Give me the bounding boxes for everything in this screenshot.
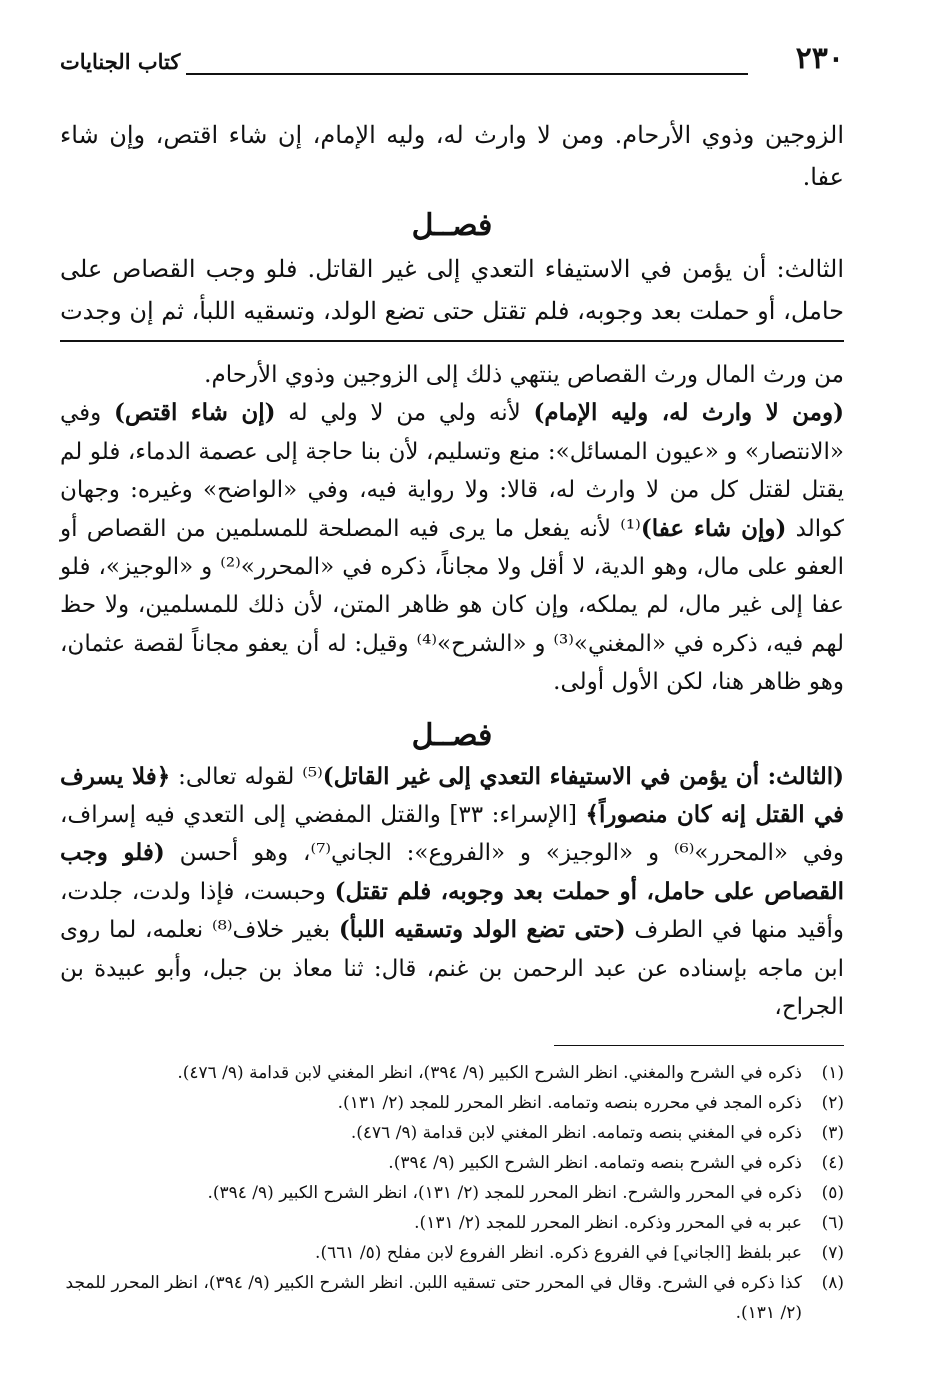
footnote-number: (٤) xyxy=(821,1152,844,1173)
footnote-text: ذكره في الشرح والمغني. انظر الشرح الكبير (٩/ ٣٩٤)، انظر المغني لابن قدامة (٩/ ٤٧٦). xyxy=(177,1062,802,1083)
main-section-heading: فصــل xyxy=(411,208,493,243)
footnote xyxy=(60,1148,844,1178)
footnote-text: كذا ذكره في الشرح. وقال في المحرر حتى تسقيه اللبن. انظر الشرح الكبير (٩/ ٣٩٤)، انظر المحرر للمجد (٢/ ١٣١). xyxy=(65,1272,802,1323)
commentary-segment: لأنه ولي من لا ولي له xyxy=(275,400,534,427)
bold-quote-segment: (فلو وجب القصاص على حامل، أو حملت بعد وجوبه، فلم تقتل) xyxy=(60,839,844,905)
footnote xyxy=(60,1268,844,1328)
footnote-number: (٨) xyxy=(821,1272,844,1293)
footnote-number: (٥) xyxy=(821,1182,844,1203)
footnote-separator xyxy=(554,1045,844,1046)
bold-quote-segment: (ومن لا وارث له، وليه الإمام) xyxy=(533,399,844,427)
bold-quote-segment: ﴿فلا يسرف في القتل إنه كان منصوراً﴾ xyxy=(60,762,844,829)
header-rule xyxy=(186,73,748,75)
bold-quote-segment: (حتى تضع الولد وتسقيه اللبأ) xyxy=(338,916,626,944)
footnote-text: ذكره في المغني بنصه وتمامه. انظر المغني لابن قدامة (٩/ ٤٧٦). xyxy=(350,1122,802,1143)
main-text xyxy=(60,114,844,332)
commentary-segment: ⁽⁵⁾ لقوله تعالى: xyxy=(170,763,323,790)
footnote xyxy=(60,1088,844,1118)
footnote xyxy=(60,1118,844,1148)
page-number: ٢٣٠ xyxy=(795,41,844,76)
commentary-segment: وفي «الانتصار» و «عيون المسائل»: منع وتسليم، لأن بنا حاجة إلى عصمة الدماء، فلو لم يقتل لقتل كل من لا وارث له، قالا: ولا رواية فيه، وفي «الواضح» وغيره: وجهان كوالد xyxy=(60,400,844,542)
commentary xyxy=(60,356,844,1027)
commentary-paragraph-1: من ورث المال ورث القصاص ينتهي ذلك إلى الزوجين وذوي الأرحام. xyxy=(204,362,844,388)
footnote-number: (٧) xyxy=(821,1242,844,1263)
bold-quote-segment: (وإن شاء عفا) xyxy=(640,514,787,542)
footnote xyxy=(60,1208,844,1238)
footnotes-list xyxy=(60,1058,844,1328)
footnote-number: (٦) xyxy=(821,1212,844,1233)
commentary-paragraph-3 xyxy=(60,758,844,1027)
commentary-segment: بغير خلاف⁽⁸⁾ نعلمه، لما روى ابن ماجه بإسناده عن عبد الرحمن بن غنم، قال: ثنا معاذ بن جبل، وأبو عبيدة بن الجراح، xyxy=(60,917,844,1021)
commentary-segment: ⁽¹⁾ لأنه يفعل ما يرى فيه المصلحة للمسلمين من القصاص أو العفو على مال، وهو الدية، لا أقل ولا مجاناً، ذكره في «المحرر»⁽²⁾ و «الوجيز»، فلو عفا إلى غير مال، لم يملكه، وإن كان هو ظاهر المتن، لأن ذلك للمسلمين، ولا حظ لهم فيه، ذكره في «المغني»⁽³⁾ و «الشرح»⁽⁴⁾ وقيل: له أن يعفو مجاناً لقصة عثمان، وهو ظاهر هنا، لكن الأول أولى. xyxy=(60,515,845,696)
book-page xyxy=(60,40,844,1328)
footnote-text: عبر به في المحرر وذكره. انظر المحرر للمجد (٢/ ١٣١). xyxy=(414,1212,802,1233)
footnote-number: (١) xyxy=(821,1062,844,1083)
footnote-number: (٣) xyxy=(821,1122,844,1143)
footnote-text: ذكره المجد في محرره بنصه وتمامه. انظر المحرر للمجد (٢/ ١٣١). xyxy=(337,1092,802,1113)
commentary-paragraph-2 xyxy=(60,394,844,701)
footnote-text: عبر بلفظ [الجاني] في الفروع ذكره. انظر الفروع لابن مفلح (٥/ ٦٦١). xyxy=(315,1242,802,1263)
footnote-number: (٢) xyxy=(821,1092,844,1113)
footnote xyxy=(60,1058,844,1088)
main-paragraph-2: الثالث: أن يؤمن في الاستيفاء التعدي إلى غير القاتل. فلو وجب القصاص على حامل، أو حملت بعد وجوبه، فلم تقتل حتى تضع الولد، وتسقيه اللبأ، ثم إن وجدت xyxy=(60,255,844,325)
bold-quote-segment: (الثالث: أن يؤمن في الاستيفاء التعدي إلى غير القاتل) xyxy=(322,762,844,790)
commentary-section-heading: فصــل xyxy=(411,717,493,753)
bold-quote-segment: (إن شاء اقتص) xyxy=(114,399,276,427)
page-header xyxy=(60,40,844,78)
main-paragraph-1: الزوجين وذوي الأرحام. ومن لا وارث له، وليه الإمام، إن شاء اقتص، وإن شاء عفا. xyxy=(60,121,844,191)
commentary-segment: وحبست، فإذا ولدت، جلدت، وأقيد منها في الطرف xyxy=(60,878,845,944)
footnote-text: ذكره في المحرر والشرح. انظر المحرر للمجد (٢/ ١٣١)، انظر الشرح الكبير (٩/ ٣٩٤). xyxy=(207,1182,802,1203)
footnote xyxy=(60,1178,844,1208)
commentary-segment: [الإسراء: ٣٣] والقتل المفضي إلى التعدي فيه إسراف، وفي «المحرر»⁽⁶⁾ و «الوجيز» و «الفروع»: الجاني⁽⁷⁾، وهو أحسن xyxy=(60,802,845,867)
running-title: كتاب الجنايات xyxy=(60,49,181,74)
footnote-text: ذكره في الشرح بنصه وتمامه. انظر الشرح الكبير (٩/ ٣٩٤). xyxy=(388,1152,802,1173)
footnote xyxy=(60,1238,844,1268)
text-commentary-separator xyxy=(60,340,844,342)
